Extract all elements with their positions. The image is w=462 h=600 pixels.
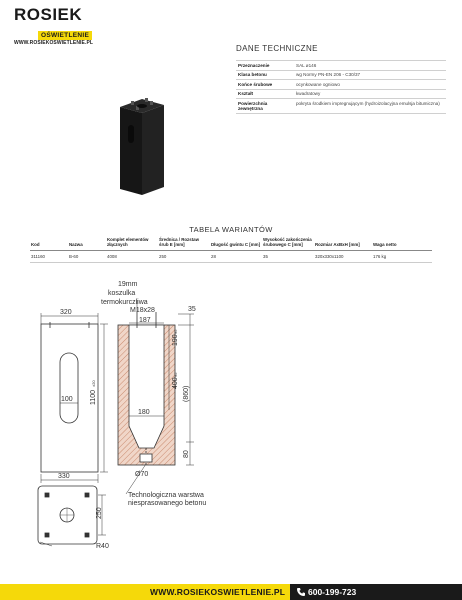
technical-drawing	[0, 278, 462, 578]
dim-860: (860)	[183, 385, 190, 402]
footer-phone: 600-199-723	[308, 587, 357, 597]
specs-title: DANE TECHNICZNE	[236, 44, 318, 53]
spec-key: Klasa betonu	[236, 70, 294, 80]
col-header: Waga netto	[372, 236, 432, 251]
brand-url[interactable]: WWW.ROSIEKOSWIETLENIE.PL	[14, 40, 94, 46]
footer-url[interactable]: WWW.ROSIEKOSWIETLENIE.PL	[150, 587, 286, 597]
brand-subtitle: OŚWIETLENIE	[38, 31, 92, 40]
variants-header-row	[30, 236, 432, 251]
brand-name: ROSIEK	[14, 5, 83, 24]
col-header: Długość gwintu C [mm]	[210, 236, 262, 251]
table-cell: 250	[158, 251, 210, 263]
dim-r40: R40	[96, 543, 109, 550]
variants-table	[30, 236, 432, 263]
spec-row	[236, 80, 446, 90]
product-left-face	[120, 107, 142, 195]
table-row	[30, 251, 432, 263]
col-header: Wysokość zakończenia śrubowego C [mm]	[262, 236, 314, 251]
dim-m18: M18x28	[130, 307, 155, 314]
specs-table	[236, 60, 446, 114]
dim-190: 190	[172, 334, 179, 346]
col-header: Nazwa	[68, 236, 106, 251]
spec-key: Końce śrubowe	[236, 80, 294, 90]
bolt-hole	[85, 493, 89, 497]
bolt-hole	[45, 533, 49, 537]
label-19mm: 19mm	[118, 281, 138, 288]
spec-value: SAL ø146	[294, 61, 446, 71]
footer-bar	[0, 584, 462, 600]
dim-400-tolerance: ±5	[173, 372, 178, 377]
spec-row	[236, 70, 446, 80]
dim-187: 187	[139, 317, 151, 324]
spec-row	[236, 99, 446, 114]
dim-35: 35	[188, 306, 196, 313]
dim-330: 330	[58, 473, 70, 480]
spec-row	[236, 61, 446, 71]
variants-title: TABELA WARIANTÓW	[189, 225, 273, 234]
dim-70: Ø70	[135, 471, 149, 478]
spec-value: pokryta środkiem impregnującym (hydroizolacyjna emulsja bitumiczna)	[294, 99, 446, 114]
dim-180: 180	[138, 409, 150, 416]
col-header: Średnica / Rozstaw śrub E [mm]	[158, 236, 210, 251]
phone-icon	[296, 587, 306, 597]
product-slot	[128, 125, 134, 143]
table-cell: 311160	[30, 251, 68, 263]
label-koszulka: koszulka	[108, 290, 136, 297]
label-tech-layer-1: Technologiczna warstwa	[128, 492, 204, 499]
col-header: Kod	[30, 236, 68, 251]
spec-value: ocynkowane ogniowo	[294, 80, 446, 90]
table-cell: 4008	[106, 251, 158, 263]
brand-logo	[14, 6, 104, 42]
dim-1100: 1100	[90, 389, 97, 405]
spec-value: kwadratowy	[294, 89, 446, 99]
front-slot	[60, 353, 78, 423]
section-view	[118, 312, 175, 465]
dim-1100-tolerance: ±20	[91, 380, 96, 387]
table-cell: 176 kg	[372, 251, 432, 263]
col-header: Rozmiar AxBxH [mm]	[314, 236, 372, 251]
table-cell: 35	[262, 251, 314, 263]
label-termokurczliwa: termokurczliwa	[101, 299, 148, 306]
front-view	[41, 313, 108, 483]
spec-key: Przeznaczenie	[236, 61, 294, 71]
dim-100: 100	[61, 396, 73, 403]
section-cavity	[129, 325, 164, 448]
dim-80: 80	[183, 450, 190, 458]
label-tech-layer-2: niesprasowanego betonu	[128, 500, 207, 507]
spec-value: wg Normy PN-EN 206 - C30/37	[294, 70, 446, 80]
dim-250: 250	[96, 507, 103, 519]
dim-320: 320	[60, 309, 72, 316]
bolt-hole	[45, 493, 49, 497]
table-cell: B-60	[68, 251, 106, 263]
col-header: Komplet elementów złącznych	[106, 236, 158, 251]
footer-phone-box[interactable]	[290, 584, 462, 600]
dim-400: 400	[172, 377, 179, 389]
table-cell: 320x330x1100	[314, 251, 372, 263]
bolt-hole	[85, 533, 89, 537]
table-cell: 28	[210, 251, 262, 263]
spec-row	[236, 89, 446, 99]
dim-190-tolerance: ±5	[173, 329, 178, 334]
product-image	[112, 95, 172, 197]
spec-key: Kształt	[236, 89, 294, 99]
spec-key: Powierzchnia zewnętrzna	[236, 99, 294, 114]
product-right-face	[142, 105, 164, 195]
